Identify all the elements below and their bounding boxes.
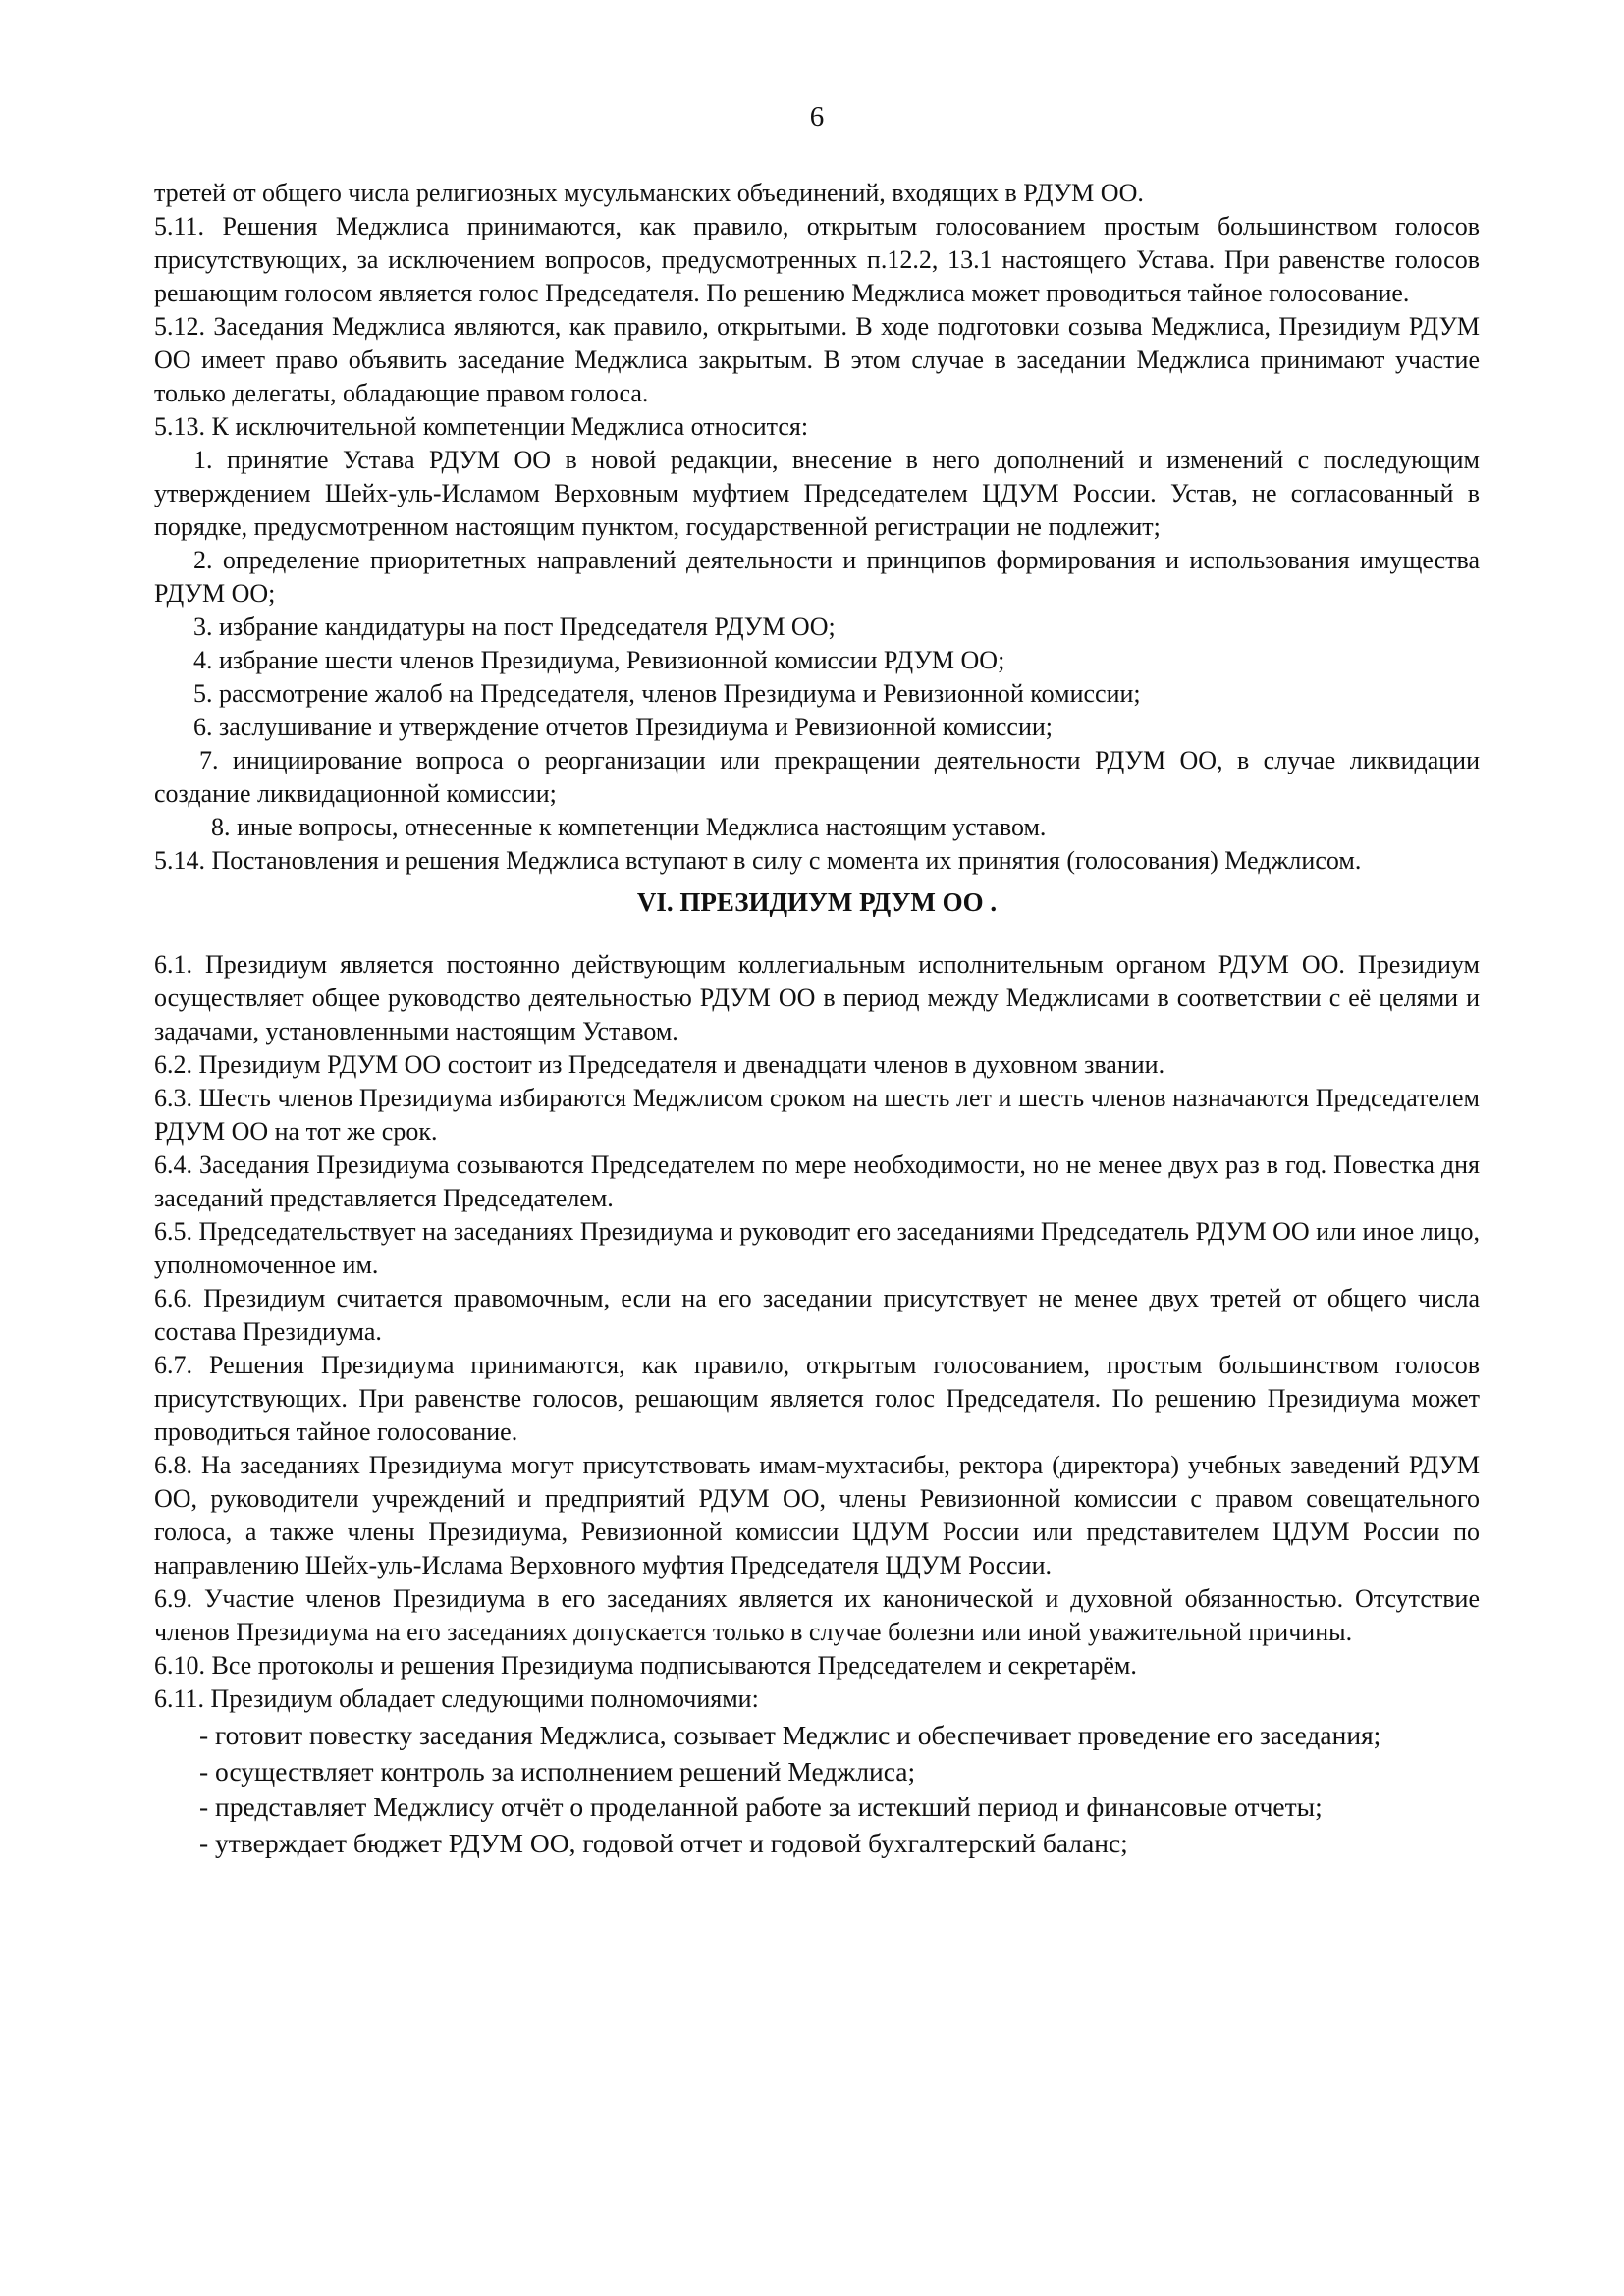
section-5-paragraph: третей от общего числа религиозных мусульманских объединений, входящих в РДУМ ОО. <box>154 179 1144 207</box>
section-6-paragraph: 6.3. Шесть членов Президиума избираются Меджлисом сроком на шесть лет и шесть членов назначаются Председателем РДУМ ОО на тот же срок. <box>154 1084 1480 1146</box>
section-5-paragraph: 3. избрание кандидатуры на пост Председателя РДУМ ОО; <box>193 613 836 641</box>
section-6-paragraph: 6.10. Все протоколы и решения Президиума подписываются Председателем и секретарём. <box>154 1651 1137 1680</box>
section-5-paragraph: 4. избрание шести членов Президиума, Ревизионной комиссии РДУМ ОО; <box>193 646 1005 674</box>
section-6-body <box>154 948 1480 1716</box>
presidium-powers-list <box>154 1718 1480 1861</box>
section-6-paragraph: 6.1. Президиум является постоянно действующим коллегиальным исполнительным органом РДУМ ОО. Президиум осуществляет общее руководство деятельностью РДУМ ОО в период между Меджлисами в соответствии с её целями и задачами, установленными настоящим Уставом. <box>154 950 1480 1045</box>
presidium-power-item: - готовит повестку заседания Меджлиса, созывает Меджлис и обеспечивает проведение его заседания; <box>199 1720 1381 1750</box>
section-5-paragraph: 2. определение приоритетных направлений деятельности и принципов формирования и использования имущества РДУМ ОО; <box>154 546 1480 608</box>
section-6-paragraph: 6.5. Председательствует на заседаниях Президиума и руководит его заседаниями Председатель РДУМ ОО или иное лицо, уполномоченное им. <box>154 1217 1480 1279</box>
section-6-paragraph: 6.4. Заседания Президиума созываются Председателем по мере необходимости, но не менее двух раз в год. Повестка дня заседаний представляется Председателем. <box>154 1150 1480 1212</box>
presidium-power-item: - утверждает бюджет РДУМ ОО, годовой отчет и годовой бухгалтерский баланс; <box>199 1827 1128 1858</box>
section-5-paragraph: 5.11. Решения Меджлиса принимаются, как правило, открытым голосованием простым большинством голосов присутствующих, за исключением вопросов, предусмотренных п.12.2, 13.1 настоящего Устава. При равенстве голосов решающим голосом является голос Председателя. По решению Меджлиса может проводиться тайное голосование. <box>154 212 1480 307</box>
section-5-continuation <box>154 177 1480 878</box>
section-5-paragraph: 6. заслушивание и утверждение отчетов Президиума и Ревизионной комиссии; <box>193 713 1054 741</box>
section-5-paragraph: 7. инициирование вопроса о реорганизации или прекращении деятельности РДУМ ОО, в случае ликвидации создание ликвидационной комиссии; <box>154 746 1480 808</box>
section-6-paragraph: 6.6. Президиум считается правомочным, если на его заседании присутствует не менее двух третей от общего числа состава Президиума. <box>154 1284 1480 1346</box>
document-body <box>154 177 1480 1861</box>
section-6-paragraph: 6.2. Президиум РДУМ ОО состоит из Председателя и двенадцати членов в духовном звании. <box>154 1050 1165 1079</box>
section-6-paragraph: 6.7. Решения Президиума принимаются, как правило, открытым голосованием, простым большинством голосов присутствующих. При равенстве голосов, решающим является голос Председателя. По решению Президиума может проводиться тайное голосование. <box>154 1351 1480 1446</box>
presidium-power-item: - осуществляет контроль за исполнением решений Меджлиса; <box>199 1755 916 1787</box>
section-5-paragraph: 5.14. Постановления и решения Меджлиса вступают в силу с момента их принятия (голосования) Меджлисом. <box>154 846 1362 875</box>
section-5-paragraph: 5. рассмотрение жалоб на Председателя, членов Президиума и Ревизионной комиссии; <box>193 679 1141 708</box>
document-page <box>154 0 1480 2296</box>
section-5-paragraph: 1. принятие Устава РДУМ ОО в новой редакции, внесение в него дополнений и изменений с последующим утверждением Шейх-уль-Исламом Верховным муфтием Председателем ЦДУМ России. Устав, не согласованный в порядке, предусмотренном настоящим пунктом, государственной регистрации не подлежит; <box>154 446 1480 541</box>
section-6-heading: VI. ПРЕЗИДИУМ РДУМ ОО . <box>636 887 998 917</box>
section-5-paragraph: 5.13. К исключительной компетенции Меджлиса относится: <box>154 412 809 441</box>
section-6-paragraph: 6.8. На заседаниях Президиума могут присутствовать имам-мухтасибы, ректора (директора) учебных заведений РДУМ ОО, руководители учреждений и предприятий РДУМ ОО, члены Ревизионной комиссии с правом совещательного голоса, а также члены Президиума, Ревизионной комиссии ЦДУМ России или представителем ЦДУМ России по направлению Шейх-уль-Ислама Верховного муфтия Председателя ЦДУМ России. <box>154 1451 1480 1579</box>
section-6-paragraph: 6.11. Президиум обладает следующими полномочиями: <box>154 1684 759 1713</box>
section-5-paragraph: 8. иные вопросы, отнесенные к компетенции Меджлиса настоящим уставом. <box>211 813 1047 841</box>
page-number: 6 <box>809 101 825 133</box>
section-6-paragraph: 6.9. Участие членов Президиума в его заседаниях является их канонической и духовной обязанностью. Отсутствие членов Президиума на его заседаниях допускается только в случае болезни или иной уважительной причины. <box>154 1584 1480 1646</box>
section-5-paragraph: 5.12. Заседания Меджлиса являются, как правило, открытыми. В ходе подготовки созыва Меджлиса, Президиум РДУМ ОО имеет право объявить заседание Меджлиса закрытым. В этом случае в заседании Меджлиса принимают участие только делегаты, обладающие правом голоса. <box>154 312 1480 407</box>
presidium-power-item: - представляет Меджлису отчёт о проделанной работе за истекший период и финансовые отчеты; <box>199 1791 1323 1822</box>
